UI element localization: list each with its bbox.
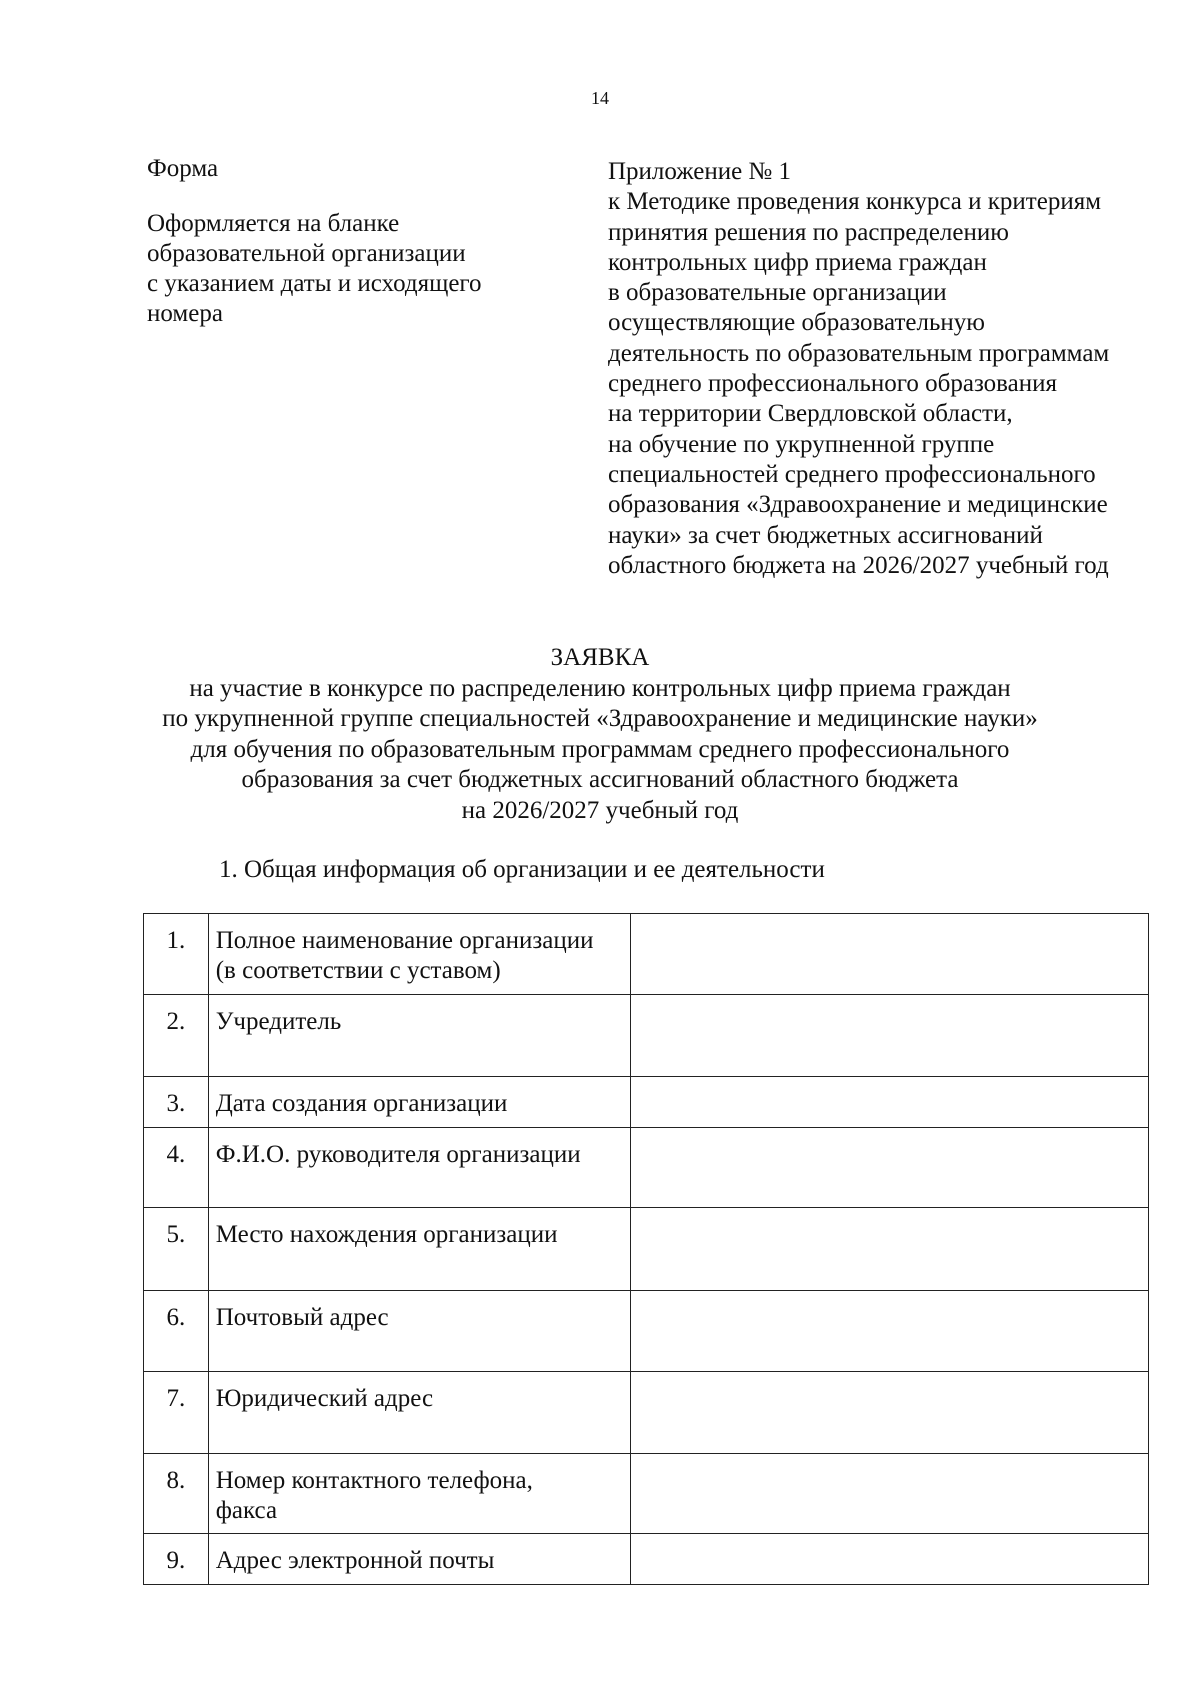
row-label-line: Место нахождения организации xyxy=(215,1221,558,1248)
row-label-line: факса xyxy=(215,1497,278,1524)
table-row xyxy=(144,1454,1149,1534)
appendix-line: в образовательные организации xyxy=(608,279,947,307)
form-note-line: Оформляется на бланке xyxy=(147,210,400,237)
row-value-cell[interactable] xyxy=(631,1454,1149,1534)
table-row xyxy=(144,1077,1149,1128)
row-label xyxy=(208,1291,630,1372)
row-value-cell[interactable] xyxy=(631,995,1149,1077)
row-number: 2. xyxy=(144,995,209,1077)
row-label-line: Юридический адрес xyxy=(215,1385,434,1412)
row-label-line: (в соответствии с уставом) xyxy=(215,957,501,984)
row-label xyxy=(208,914,630,995)
title-subline: на 2026/2027 учебный год xyxy=(461,796,739,824)
row-value-cell[interactable] xyxy=(631,1291,1149,1372)
row-number: 4. xyxy=(144,1128,209,1208)
row-label-line: Полное наименование организации xyxy=(215,927,594,954)
row-value-cell[interactable] xyxy=(631,1208,1149,1291)
row-value-cell[interactable] xyxy=(631,1534,1149,1585)
row-label-line: Дата создания организации xyxy=(215,1090,508,1117)
row-number: 1. xyxy=(144,914,209,995)
row-label xyxy=(208,1534,630,1585)
appendix-line: на территории Свердловской области, xyxy=(608,400,1013,428)
appendix-line: специальностей среднего профессионального xyxy=(608,460,1096,488)
form-note-line: номера xyxy=(147,300,223,327)
table-row xyxy=(144,1534,1149,1585)
appendix-line: осуществляющие образовательную xyxy=(608,309,985,337)
appendix-line: принятия решения по распределению xyxy=(608,218,1009,246)
title-subline: образования за счет бюджетных ассигнований областного бюджета xyxy=(241,766,959,793)
document-title: ЗАЯВКА xyxy=(550,644,650,671)
row-number: 9. xyxy=(144,1534,209,1585)
appendix-line: среднего профессионального образования xyxy=(608,370,1058,398)
appendix-line: образования «Здравоохранение и медицинские xyxy=(608,491,1108,519)
application-title-block xyxy=(0,643,1200,826)
row-value-cell[interactable] xyxy=(631,1077,1149,1128)
appendix-line: контрольных цифр приема граждан xyxy=(608,248,987,276)
title-subline: на участие в конкурсе по распределению контрольных цифр приема граждан xyxy=(189,674,1011,702)
table-row xyxy=(144,1291,1149,1372)
row-label xyxy=(208,1077,630,1128)
section-heading: 1. Общая информация об организации и ее деятельности xyxy=(219,856,825,883)
row-label-line: Учредитель xyxy=(215,1008,342,1035)
row-number: 8. xyxy=(144,1454,209,1534)
appendix-header xyxy=(608,157,1168,581)
form-note-line: образовательной организации xyxy=(147,240,466,267)
row-label xyxy=(208,995,630,1077)
page-number: 14 xyxy=(591,88,609,108)
row-number: 7. xyxy=(144,1372,209,1454)
row-label xyxy=(208,1372,630,1454)
row-value-cell[interactable] xyxy=(631,1128,1149,1208)
row-number: 3. xyxy=(144,1077,209,1128)
table-row xyxy=(144,914,1149,995)
appendix-line: науки» за счет бюджетных ассигнований xyxy=(608,521,1043,549)
appendix-line: областного бюджета на 2026/2027 учебный год xyxy=(608,551,1109,579)
row-label-line: Адрес электронной почты xyxy=(215,1547,495,1574)
form-label: Форма xyxy=(147,155,219,182)
row-label-line: Номер контактного телефона, xyxy=(215,1467,533,1494)
form-note-block xyxy=(147,154,547,329)
appendix-line: на обучение по укрупненной группе xyxy=(608,430,995,458)
row-label-line: Ф.И.О. руководителя организации xyxy=(215,1141,581,1168)
row-number: 6. xyxy=(144,1291,209,1372)
appendix-line: деятельность по образовательным программам xyxy=(608,339,1110,367)
appendix-line: к Методике проведения конкурса и критериям xyxy=(608,188,1102,216)
table-row xyxy=(144,995,1149,1077)
row-number: 5. xyxy=(144,1208,209,1291)
row-label-line: Почтовый адрес xyxy=(215,1304,389,1331)
title-subline: по укрупненной группе специальностей «Здравоохранение и медицинские науки» xyxy=(162,705,1038,732)
row-value-cell[interactable] xyxy=(631,914,1149,995)
organization-info-table xyxy=(143,913,1149,1585)
table-row xyxy=(144,1372,1149,1454)
row-value-cell[interactable] xyxy=(631,1372,1149,1454)
row-label xyxy=(208,1208,630,1291)
form-note-line: с указанием даты и исходящего xyxy=(147,270,482,297)
row-label xyxy=(208,1454,630,1534)
row-label xyxy=(208,1128,630,1208)
table-row xyxy=(144,1208,1149,1291)
title-subline: для обучения по образовательным программам среднего профессионального xyxy=(190,735,1010,763)
appendix-title: Приложение № 1 xyxy=(608,158,792,185)
table-row xyxy=(144,1128,1149,1208)
